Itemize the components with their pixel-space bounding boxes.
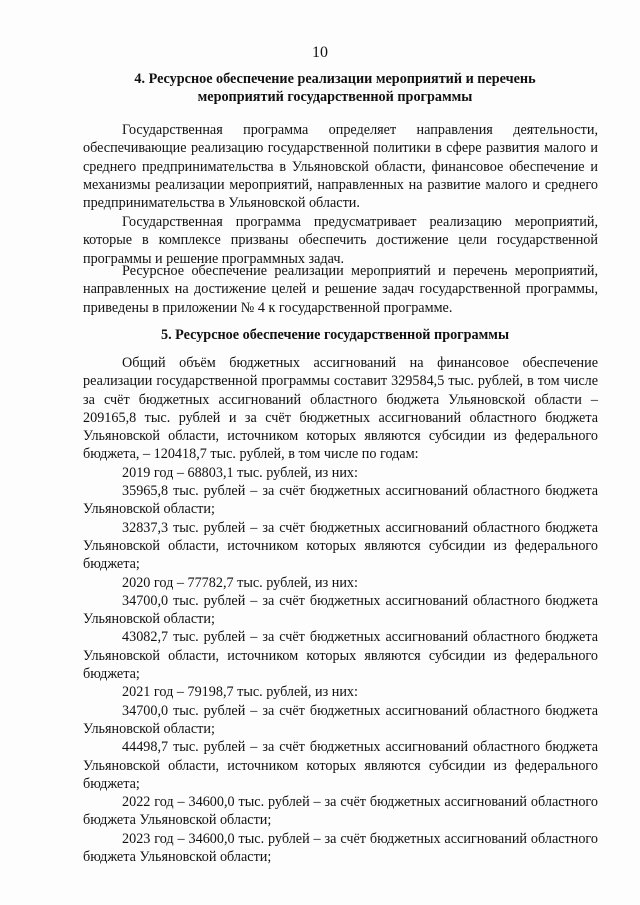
- year-2019-total: 2019 год – 68803,1 тыс. рублей, из них:: [122, 464, 358, 481]
- year-2020-federal: 43082,7 тыс. рублей – за счёт бюджетных ассигнований областного бюджета Ульяновской области, источником которых являются субсидии из федерального бюджета;: [83, 629, 598, 683]
- year-2023-total: 2023 год – 34600,0 тыс. рублей – за счёт бюджетных ассигнований областного бюджета Ульяновской области;: [83, 830, 598, 866]
- year-2019-regional: 35965,8 тыс. рублей – за счёт бюджетных ассигнований областного бюджета Ульяновской области;: [83, 483, 598, 518]
- year-2021-federal: 44498,7 тыс. рублей – за счёт бюджетных ассигнований областного бюджета Ульяновской области, источником которых являются субсидии из федерального бюджета;: [83, 739, 598, 792]
- section-4-paragraph-2: Государственная программа предусматривает реализацию мероприятий, которые в комплексе призваны обеспечить достижение цели государственной программы и решение программных задач.: [83, 214, 598, 267]
- year-2020-regional: 34700,0 тыс. рублей – за счёт бюджетных ассигнований областного бюджета Ульяновской области;: [83, 592, 598, 628]
- year-2021-regional: 34700,0 тыс. рублей – за счёт бюджетных ассигнований областного бюджета Ульяновской области;: [83, 702, 598, 737]
- section-4-heading: 4. Ресурсное обеспечение реализации мероприятий и перечень мероприятий государственной программы: [134, 71, 536, 105]
- year-2021-total: 2021 год – 79198,7 тыс. рублей, из них:: [122, 684, 358, 701]
- year-2020-total: 2020 год – 77782,7 тыс. рублей, из них:: [122, 574, 358, 591]
- section-4-paragraph-1: Государственная программа определяет направления деятельности, обеспечивающие реализацию государственной политики в сфере развития малого и среднего предпринимательства в Ульяновской области, финансовое обеспечение и механизмы реализации мероприятий, направленных на развитие малого и среднего предпринимательства в Ульяновской области.: [83, 122, 598, 212]
- page-number: 10: [312, 44, 328, 61]
- budget-total-paragraph: Общий объём бюджетных ассигнований на финансовое обеспечение реализации государственной программы составит 329584,5 тыс. рублей, в том числе за счёт бюджетных ассигнований областного бюджета Ульяновской области – 209165,8 тыс. рублей и за счёт бюджетных ассигнований областного бюджета Ульяновской области, источником которых являются субсидии из федерального бюджета, – 120418,7 тыс. рублей, в том числе по годам:: [83, 355, 598, 463]
- year-2022-total: 2022 год – 34600,0 тыс. рублей – за счёт бюджетных ассигнований областного бюджета Ульяновской области;: [83, 794, 598, 829]
- year-2019-federal: 32837,3 тыс. рублей – за счёт бюджетных ассигнований областного бюджета Ульяновской области, источником которых являются субсидии из федерального бюджета;: [83, 519, 598, 573]
- section-5-body: [83, 354, 598, 866]
- section-4-paragraph-3: Ресурсное обеспечение реализации мероприятий и перечень мероприятий, направленных на достижение целей и решение задач государственной программы, приведены в приложении № 4 к государственной программе.: [83, 263, 598, 316]
- section-5-heading: 5. Ресурсное обеспечение государственной программы: [160, 327, 510, 343]
